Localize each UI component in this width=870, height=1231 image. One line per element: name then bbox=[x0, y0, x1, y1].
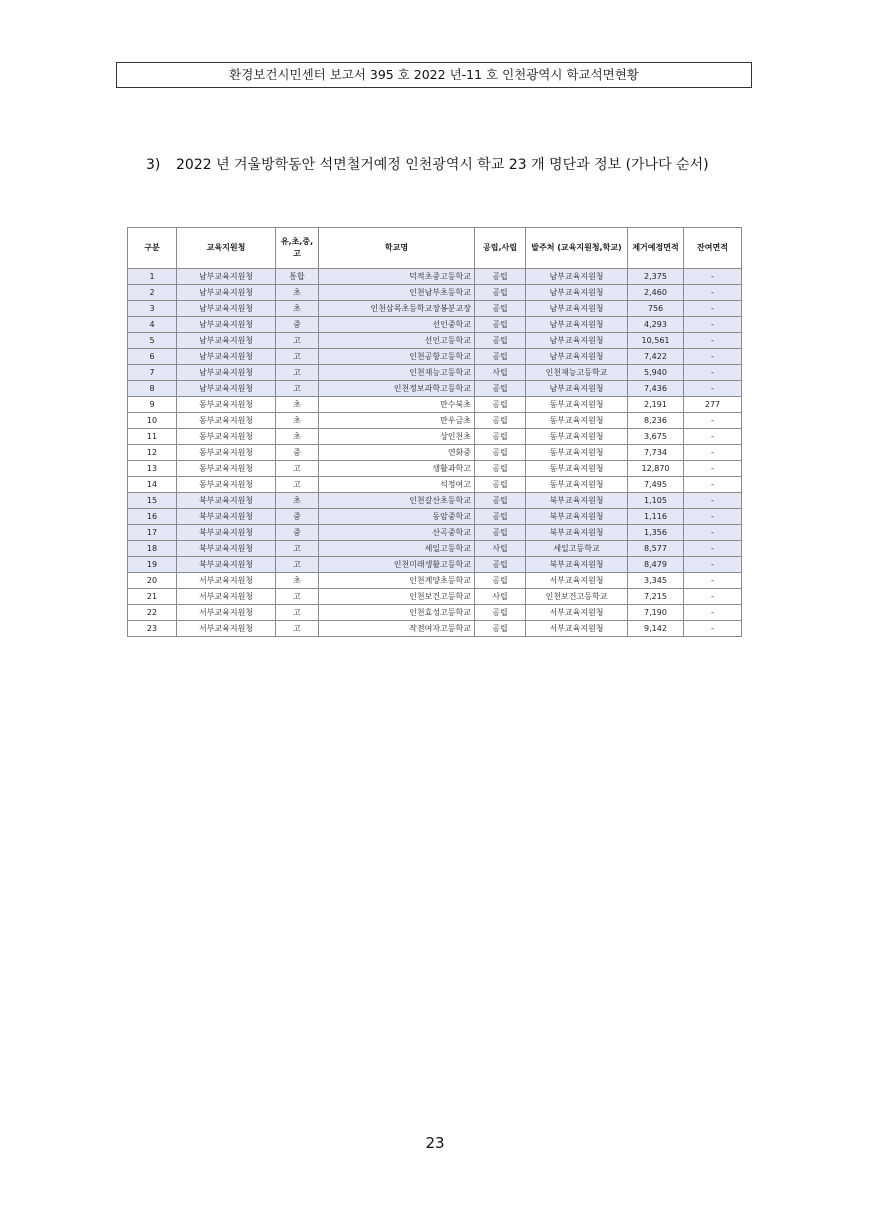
cell-remaining: - bbox=[684, 429, 742, 445]
cell-no: 18 bbox=[128, 541, 177, 557]
cell-orderer: 남부교육지원청 bbox=[526, 285, 628, 301]
cell-orderer: 인천보건고등학교 bbox=[526, 589, 628, 605]
col-header-remaining: 잔여면적 bbox=[684, 228, 742, 269]
cell-office: 동부교육지원청 bbox=[177, 429, 276, 445]
cell-level: 고 bbox=[276, 349, 319, 365]
cell-orderer: 남부교육지원청 bbox=[526, 269, 628, 285]
cell-school: 석정여고 bbox=[319, 477, 475, 493]
col-header-orderer: 발주처 (교육지원청,학교) bbox=[526, 228, 628, 269]
cell-level: 초 bbox=[276, 397, 319, 413]
cell-remaining: - bbox=[684, 525, 742, 541]
cell-no: 6 bbox=[128, 349, 177, 365]
page-number: 23 bbox=[425, 1134, 445, 1152]
cell-school: 인천보건고등학교 bbox=[319, 589, 475, 605]
cell-area: 2,191 bbox=[628, 397, 684, 413]
col-header-area: 제거예정면적 bbox=[628, 228, 684, 269]
cell-remaining: - bbox=[684, 541, 742, 557]
report-header: 환경보건시민센터 보고서 395 호 2022 년-11 호 인천광역시 학교석면현황 bbox=[116, 62, 752, 88]
cell-school: 동암중학교 bbox=[319, 509, 475, 525]
cell-level: 초 bbox=[276, 493, 319, 509]
cell-type: 공립 bbox=[475, 349, 526, 365]
cell-orderer: 남부교육지원청 bbox=[526, 317, 628, 333]
cell-orderer: 동부교육지원청 bbox=[526, 397, 628, 413]
cell-school: 만우금초 bbox=[319, 413, 475, 429]
cell-area: 7,422 bbox=[628, 349, 684, 365]
cell-level: 고 bbox=[276, 541, 319, 557]
col-header-level: 유,초,중,고 bbox=[276, 228, 319, 269]
cell-office: 동부교육지원청 bbox=[177, 445, 276, 461]
cell-remaining: - bbox=[684, 365, 742, 381]
cell-type: 공립 bbox=[475, 557, 526, 573]
cell-level: 초 bbox=[276, 573, 319, 589]
cell-office: 서부교육지원청 bbox=[177, 589, 276, 605]
cell-type: 공립 bbox=[475, 301, 526, 317]
table-row bbox=[128, 589, 742, 605]
cell-office: 남부교육지원청 bbox=[177, 269, 276, 285]
cell-office: 동부교육지원청 bbox=[177, 397, 276, 413]
cell-school: 인천정보과학고등학교 bbox=[319, 381, 475, 397]
table-row bbox=[128, 317, 742, 333]
cell-remaining: - bbox=[684, 333, 742, 349]
cell-area: 3,345 bbox=[628, 573, 684, 589]
cell-remaining: - bbox=[684, 413, 742, 429]
cell-type: 공립 bbox=[475, 429, 526, 445]
cell-school: 인천갈산초등학교 bbox=[319, 493, 475, 509]
col-header-office: 교육지원청 bbox=[177, 228, 276, 269]
cell-area: 7,436 bbox=[628, 381, 684, 397]
cell-level: 통합 bbox=[276, 269, 319, 285]
cell-no: 13 bbox=[128, 461, 177, 477]
cell-type: 공립 bbox=[475, 509, 526, 525]
cell-office: 남부교육지원청 bbox=[177, 333, 276, 349]
table-row bbox=[128, 621, 742, 637]
cell-type: 공립 bbox=[475, 269, 526, 285]
cell-area: 7,734 bbox=[628, 445, 684, 461]
cell-area: 3,675 bbox=[628, 429, 684, 445]
cell-office: 북부교육지원청 bbox=[177, 509, 276, 525]
cell-no: 19 bbox=[128, 557, 177, 573]
cell-area: 7,495 bbox=[628, 477, 684, 493]
cell-no: 3 bbox=[128, 301, 177, 317]
table-header bbox=[128, 228, 742, 269]
cell-type: 공립 bbox=[475, 445, 526, 461]
cell-remaining: - bbox=[684, 509, 742, 525]
col-header-no: 구분 bbox=[128, 228, 177, 269]
cell-remaining: - bbox=[684, 301, 742, 317]
cell-orderer: 북부교육지원청 bbox=[526, 557, 628, 573]
cell-school: 인천남부초등학교 bbox=[319, 285, 475, 301]
table-row bbox=[128, 493, 742, 509]
cell-level: 고 bbox=[276, 477, 319, 493]
cell-area: 7,215 bbox=[628, 589, 684, 605]
cell-school: 인천재능고등학교 bbox=[319, 365, 475, 381]
cell-remaining: - bbox=[684, 445, 742, 461]
cell-area: 5,940 bbox=[628, 365, 684, 381]
header-row bbox=[128, 228, 742, 269]
table-row bbox=[128, 557, 742, 573]
cell-office: 남부교육지원청 bbox=[177, 349, 276, 365]
cell-orderer: 동부교육지원청 bbox=[526, 445, 628, 461]
cell-office: 북부교육지원청 bbox=[177, 525, 276, 541]
cell-orderer: 인천재능고등학교 bbox=[526, 365, 628, 381]
cell-orderer: 동부교육지원청 bbox=[526, 429, 628, 445]
cell-no: 23 bbox=[128, 621, 177, 637]
cell-area: 10,561 bbox=[628, 333, 684, 349]
cell-school: 인천삼목초등학교장봉분교장 bbox=[319, 301, 475, 317]
col-header-type: 공립,사립 bbox=[475, 228, 526, 269]
table-row bbox=[128, 381, 742, 397]
cell-no: 10 bbox=[128, 413, 177, 429]
cell-remaining: - bbox=[684, 477, 742, 493]
table-row bbox=[128, 301, 742, 317]
cell-no: 14 bbox=[128, 477, 177, 493]
cell-school: 인천공항고등학교 bbox=[319, 349, 475, 365]
cell-school: 인천계양초등학교 bbox=[319, 573, 475, 589]
table-row bbox=[128, 541, 742, 557]
cell-level: 중 bbox=[276, 509, 319, 525]
cell-office: 북부교육지원청 bbox=[177, 493, 276, 509]
cell-type: 공립 bbox=[475, 605, 526, 621]
cell-type: 공립 bbox=[475, 413, 526, 429]
cell-office: 남부교육지원청 bbox=[177, 365, 276, 381]
cell-office: 서부교육지원청 bbox=[177, 621, 276, 637]
table-row bbox=[128, 349, 742, 365]
cell-type: 사립 bbox=[475, 541, 526, 557]
table-body bbox=[128, 269, 742, 637]
school-table bbox=[127, 227, 742, 637]
cell-orderer: 북부교육지원청 bbox=[526, 509, 628, 525]
cell-school: 선인고등학교 bbox=[319, 333, 475, 349]
cell-area: 2,460 bbox=[628, 285, 684, 301]
cell-no: 7 bbox=[128, 365, 177, 381]
cell-school: 인천효성고등학교 bbox=[319, 605, 475, 621]
cell-level: 고 bbox=[276, 461, 319, 477]
cell-school: 인천미래생활고등학교 bbox=[319, 557, 475, 573]
table-row bbox=[128, 445, 742, 461]
cell-remaining: - bbox=[684, 493, 742, 509]
cell-school: 상인천초 bbox=[319, 429, 475, 445]
cell-area: 8,236 bbox=[628, 413, 684, 429]
table-row bbox=[128, 429, 742, 445]
cell-area: 1,105 bbox=[628, 493, 684, 509]
table-row bbox=[128, 605, 742, 621]
cell-no: 22 bbox=[128, 605, 177, 621]
cell-no: 8 bbox=[128, 381, 177, 397]
table-row bbox=[128, 477, 742, 493]
cell-type: 공립 bbox=[475, 493, 526, 509]
cell-office: 남부교육지원청 bbox=[177, 301, 276, 317]
cell-office: 북부교육지원청 bbox=[177, 557, 276, 573]
section-title: 2022 년 겨울방학동안 석면철거예정 인천광역시 학교 23 개 명단과 정보 (가나다 순서) bbox=[176, 157, 709, 173]
section-heading bbox=[146, 152, 736, 178]
cell-level: 고 bbox=[276, 381, 319, 397]
table-row bbox=[128, 573, 742, 589]
cell-orderer: 남부교육지원청 bbox=[526, 381, 628, 397]
cell-area: 1,356 bbox=[628, 525, 684, 541]
col-header-school: 학교명 bbox=[319, 228, 475, 269]
cell-area: 12,870 bbox=[628, 461, 684, 477]
cell-level: 고 bbox=[276, 557, 319, 573]
cell-level: 초 bbox=[276, 413, 319, 429]
cell-level: 고 bbox=[276, 605, 319, 621]
cell-remaining: - bbox=[684, 349, 742, 365]
cell-type: 공립 bbox=[475, 461, 526, 477]
cell-orderer: 동부교육지원청 bbox=[526, 477, 628, 493]
cell-level: 중 bbox=[276, 445, 319, 461]
cell-orderer: 북부교육지원청 bbox=[526, 525, 628, 541]
cell-school: 산곡중학교 bbox=[319, 525, 475, 541]
cell-type: 공립 bbox=[475, 285, 526, 301]
cell-no: 9 bbox=[128, 397, 177, 413]
cell-no: 4 bbox=[128, 317, 177, 333]
cell-remaining: - bbox=[684, 573, 742, 589]
cell-orderer: 서부교육지원청 bbox=[526, 621, 628, 637]
table-row bbox=[128, 509, 742, 525]
cell-no: 16 bbox=[128, 509, 177, 525]
cell-office: 동부교육지원청 bbox=[177, 477, 276, 493]
cell-orderer: 동부교육지원청 bbox=[526, 413, 628, 429]
cell-remaining: - bbox=[684, 285, 742, 301]
cell-level: 중 bbox=[276, 317, 319, 333]
cell-area: 756 bbox=[628, 301, 684, 317]
cell-office: 남부교육지원청 bbox=[177, 381, 276, 397]
cell-no: 15 bbox=[128, 493, 177, 509]
cell-orderer: 북부교육지원청 bbox=[526, 493, 628, 509]
cell-school: 세일고등학교 bbox=[319, 541, 475, 557]
cell-office: 서부교육지원청 bbox=[177, 605, 276, 621]
cell-orderer: 남부교육지원청 bbox=[526, 301, 628, 317]
cell-area: 2,375 bbox=[628, 269, 684, 285]
cell-area: 8,577 bbox=[628, 541, 684, 557]
cell-school: 작전여자고등학교 bbox=[319, 621, 475, 637]
cell-type: 사립 bbox=[475, 365, 526, 381]
cell-school: 덕적초중고등학교 bbox=[319, 269, 475, 285]
cell-no: 21 bbox=[128, 589, 177, 605]
cell-level: 고 bbox=[276, 333, 319, 349]
cell-remaining: - bbox=[684, 461, 742, 477]
table-row bbox=[128, 413, 742, 429]
cell-area: 7,190 bbox=[628, 605, 684, 621]
cell-type: 사립 bbox=[475, 589, 526, 605]
cell-area: 1,116 bbox=[628, 509, 684, 525]
cell-office: 서부교육지원청 bbox=[177, 573, 276, 589]
cell-no: 20 bbox=[128, 573, 177, 589]
cell-level: 고 bbox=[276, 589, 319, 605]
cell-office: 동부교육지원청 bbox=[177, 413, 276, 429]
cell-school: 연화중 bbox=[319, 445, 475, 461]
table-row bbox=[128, 461, 742, 477]
cell-office: 남부교육지원청 bbox=[177, 317, 276, 333]
cell-type: 공립 bbox=[475, 317, 526, 333]
cell-no: 1 bbox=[128, 269, 177, 285]
cell-type: 공립 bbox=[475, 397, 526, 413]
cell-orderer: 동부교육지원청 bbox=[526, 461, 628, 477]
cell-type: 공립 bbox=[475, 477, 526, 493]
cell-type: 공립 bbox=[475, 333, 526, 349]
cell-level: 초 bbox=[276, 301, 319, 317]
cell-remaining: - bbox=[684, 621, 742, 637]
cell-level: 초 bbox=[276, 285, 319, 301]
section-number: 3) bbox=[146, 157, 161, 173]
cell-level: 초 bbox=[276, 429, 319, 445]
cell-no: 17 bbox=[128, 525, 177, 541]
cell-orderer: 남부교육지원청 bbox=[526, 349, 628, 365]
cell-area: 4,293 bbox=[628, 317, 684, 333]
table-row bbox=[128, 269, 742, 285]
cell-type: 공립 bbox=[475, 573, 526, 589]
table-row bbox=[128, 285, 742, 301]
cell-school: 선인중학교 bbox=[319, 317, 475, 333]
table-row bbox=[128, 525, 742, 541]
cell-remaining: - bbox=[684, 589, 742, 605]
cell-type: 공립 bbox=[475, 525, 526, 541]
cell-remaining: - bbox=[684, 557, 742, 573]
cell-orderer: 서부교육지원청 bbox=[526, 605, 628, 621]
cell-no: 11 bbox=[128, 429, 177, 445]
table-row bbox=[128, 333, 742, 349]
cell-type: 공립 bbox=[475, 621, 526, 637]
cell-remaining: - bbox=[684, 605, 742, 621]
cell-school: 생활과학고 bbox=[319, 461, 475, 477]
cell-orderer: 세일고등학교 bbox=[526, 541, 628, 557]
cell-level: 고 bbox=[276, 621, 319, 637]
cell-office: 북부교육지원청 bbox=[177, 541, 276, 557]
cell-school: 만수북초 bbox=[319, 397, 475, 413]
cell-remaining: - bbox=[684, 269, 742, 285]
cell-office: 동부교육지원청 bbox=[177, 461, 276, 477]
table-row bbox=[128, 365, 742, 381]
cell-orderer: 서부교육지원청 bbox=[526, 573, 628, 589]
cell-no: 5 bbox=[128, 333, 177, 349]
cell-no: 12 bbox=[128, 445, 177, 461]
cell-area: 9,142 bbox=[628, 621, 684, 637]
cell-area: 8,479 bbox=[628, 557, 684, 573]
cell-no: 2 bbox=[128, 285, 177, 301]
cell-orderer: 남부교육지원청 bbox=[526, 333, 628, 349]
cell-level: 고 bbox=[276, 365, 319, 381]
cell-remaining: - bbox=[684, 381, 742, 397]
cell-remaining: - bbox=[684, 317, 742, 333]
cell-type: 공립 bbox=[475, 381, 526, 397]
cell-level: 중 bbox=[276, 525, 319, 541]
cell-office: 남부교육지원청 bbox=[177, 285, 276, 301]
cell-remaining: 277 bbox=[684, 397, 742, 413]
table-row bbox=[128, 397, 742, 413]
